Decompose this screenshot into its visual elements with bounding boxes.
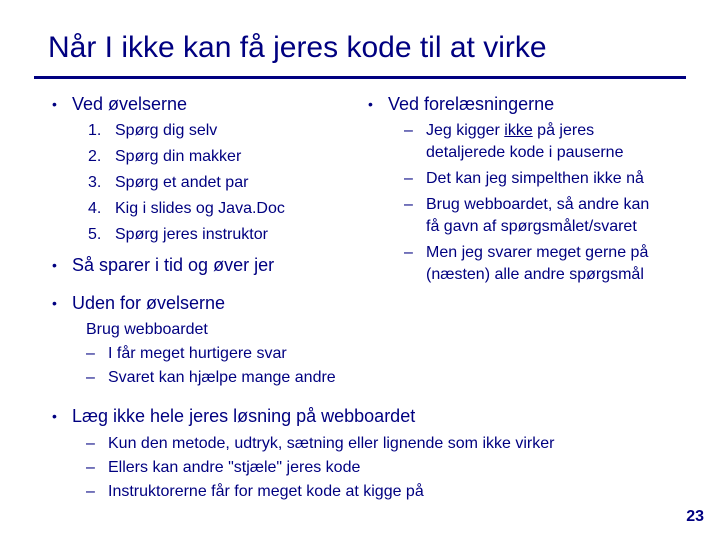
list-item (86, 480, 554, 504)
dash-icon: – (86, 345, 95, 362)
numbered-list (88, 118, 285, 248)
list-item (86, 342, 336, 366)
list-item (404, 120, 649, 164)
dash-icon: – (86, 459, 95, 476)
item-text: Jeg kigger (426, 122, 505, 139)
bullet-icon: • (52, 408, 57, 424)
list-item (404, 242, 649, 286)
item-text: (næsten) alle andre spørgsmål (426, 266, 644, 283)
right-dash-list (404, 120, 649, 286)
bullet-icon: • (52, 257, 57, 273)
list-text: Spørg din makker (115, 148, 242, 165)
page-number: 23 (686, 508, 704, 525)
list-item (86, 432, 554, 456)
list-item (404, 194, 649, 238)
dash-icon: – (86, 483, 95, 500)
item-text: Brug webboardet, så andre kan (426, 196, 650, 213)
list-number: 5. (88, 226, 102, 243)
list-item (88, 170, 285, 196)
list-item (404, 168, 649, 190)
item-text: Men jeg svarer meget gerne på (426, 244, 649, 261)
slide-title: Når I ikke kan få jeres kode til at virke (48, 31, 547, 64)
solution-heading (52, 405, 415, 427)
list-text: Spørg jeres instruktor (115, 226, 268, 243)
list-number: 3. (88, 174, 102, 191)
outside-section (52, 292, 225, 314)
list-number: 2. (88, 148, 102, 165)
solution-dash-list (86, 432, 554, 504)
item-text: I får meget hurtigere svar (108, 345, 287, 362)
item-emphasis: ikke (504, 122, 533, 139)
right-heading-text: Ved forelæsningerne (388, 94, 555, 114)
list-item (88, 144, 285, 170)
list-item (88, 222, 285, 248)
outside-body (86, 318, 336, 390)
outside-heading-text: Uden for øvelserne (72, 293, 226, 313)
left-conclusion (52, 254, 274, 276)
dash-icon: – (86, 435, 95, 452)
conclusion-row (52, 254, 274, 276)
list-item (86, 456, 554, 480)
outside-line: Brug webboardet (86, 321, 208, 338)
dash-icon: – (404, 170, 413, 187)
item-text: få gavn af spørgsmålet/svaret (426, 218, 637, 235)
item-text: på jeres (532, 122, 595, 139)
list-number: 4. (88, 200, 102, 217)
dash-icon: – (404, 122, 413, 139)
item-text: Det kan jeg simpelthen ikke nå (426, 170, 644, 187)
item-text: Ellers kan andre "stjæle" jeres kode (108, 459, 361, 476)
list-item (88, 118, 285, 144)
list-text: Spørg dig selv (115, 122, 218, 139)
conclusion-text: Så sparer i tid og øver jer (72, 255, 275, 275)
list-text: Spørg et andet par (115, 174, 249, 191)
right-heading (368, 93, 554, 115)
list-item (86, 366, 336, 390)
list-text: Kig i slides og Java.Doc (115, 200, 285, 217)
bullet-icon: • (52, 295, 57, 311)
item-text: detaljerede kode i pauserne (426, 144, 624, 161)
left-column (52, 93, 187, 115)
solution-section (52, 405, 415, 427)
bullet-icon: • (368, 96, 373, 112)
solution-heading-text: Læg ikke hele jeres løsning på webboardet (72, 406, 416, 426)
item-text: Instruktorerne får for meget kode at kigge på (108, 483, 424, 500)
dash-icon: – (86, 369, 95, 386)
left-heading (52, 93, 187, 115)
outside-heading (52, 292, 225, 314)
left-heading-text: Ved øvelserne (72, 94, 188, 114)
item-text: Svaret kan hjælpe mange andre (108, 369, 336, 386)
list-item (88, 196, 285, 222)
title-underline (34, 76, 686, 79)
dash-icon: – (404, 196, 413, 213)
list-number: 1. (88, 122, 102, 139)
dash-icon: – (404, 244, 413, 261)
item-text: Kun den metode, udtryk, sætning eller lignende som ikke virker (108, 435, 555, 452)
bullet-icon: • (52, 96, 57, 112)
right-column (368, 93, 554, 115)
